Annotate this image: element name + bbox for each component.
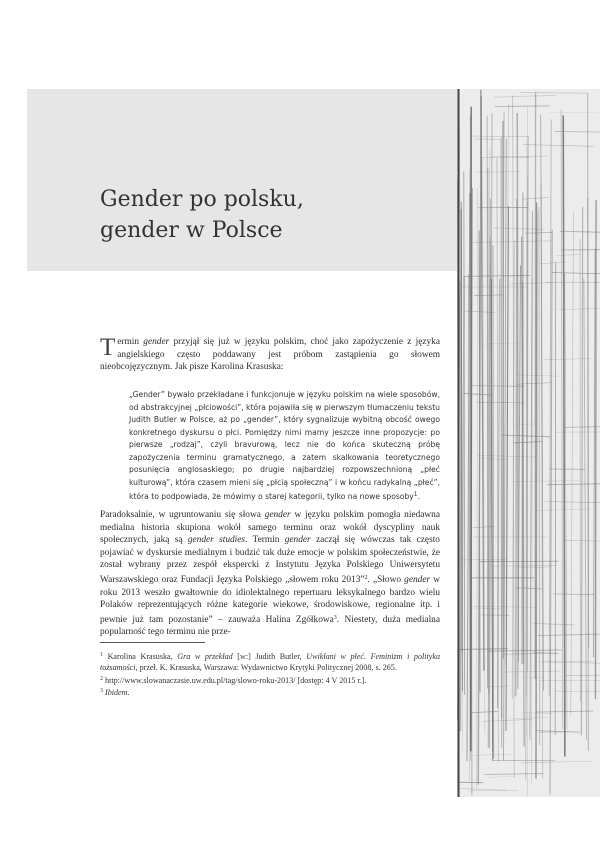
- footnote-ref-1[interactable]: 1: [413, 491, 418, 498]
- hatch-stroke: [588, 93, 589, 751]
- title-line-1: Gender po polsku,: [100, 187, 304, 212]
- pencil-hatching-decoration: [457, 89, 600, 797]
- footnote-ref-2[interactable]: 2: [364, 574, 368, 581]
- footnote-divider: [100, 642, 205, 643]
- title-line-2: gender w Polsce: [100, 218, 283, 243]
- footnote-url[interactable]: http://www.slowanaczasie.uw.edu.pl/tag/slowo-roku-2013/ [dostęp: 4 V 2015 r.].: [103, 675, 367, 685]
- block-quote: „Gender” bywało przekładane i funkcjonuje w języku polskim na wiele sposobów, od abstrakcyjnej „płciowości”, która pojawiła się w pierwszym tłumaczeniu tekstu Judith Butler w Polsce, aż po „gender”, który sygnalizuje wybitną obcość owego konkretnego dyskursu o płci. Pomiędzy nimi mamy jeszcze inne propozycje: po pierwsze „rodzaj”, czyli bravurową, lecz nie do końca skuteczną próbę zapożyczenia terminu gramatycznego, a zatem skalkowania teoretycznego posunięcia anglosaskiego; po drugie najbardziej rozpowszechnioną „płeć kulturową”, która czasem mieni się „płcią społeczną” i w końcu radykalną „płeć”, która to podpowiada, że mówimy o starej kategorii, tylko na nowe sposoby$^1$.: [129, 390, 440, 501]
- chapter-title: [100, 184, 440, 246]
- hatch-stroke: [595, 200, 596, 699]
- footnote-3: $^3$ Ibidem.: [100, 688, 130, 698]
- drop-cap: T: [100, 334, 116, 361]
- footnote-2: $^2$ http://www.slowanaczasie.uw.edu.pl/tag/slowo-roku-2013/ [dostęp: 4 V 2015 r.].: [100, 675, 367, 685]
- footnote-ref-3[interactable]: 3: [333, 614, 337, 621]
- footnotes: [100, 650, 440, 699]
- hatch-scribble: [480, 561, 559, 562]
- footnote-1: $^1$ Karolina Krasuska, Gra w przekład [w:] Judith Butler, Uwikłani w płeć. Feminizm i polityka tożsamości, przeł. K. Krasuska, Warszawa: Wydawnictwo Krytyki Politycznej 2008, s. 265.: [100, 652, 440, 673]
- paragraph-1: Termin gender przyjął się już w języku polskim, choć jako zapożyczenie z języka angielskiego często poddawany jest próbom zastąpienia go słowem nieobcojęzycznym. Jak pisze Karolina Krasuska:: [100, 334, 440, 373]
- paragraph-2: Paradoksalnie, w ugruntowaniu się słowa gender w języku polskim pomogła niedawna medialna historia skupiona wokół samego terminu oraz wokół dyscypliny nauk społecznych, jaką są gender studies. Termin gender zaczął się wówczas tak często pojawiać w dyskursie medialnym i budzić tak duże emocje w polskim społeczeństwie, że został wybrany przez zespół ekspercki z Instytutu Języka Polskiego Uniwersytetu Warszawskiego oraz Fundacji Języka Polskiego „słowem roku 2013”$^2$. „Słowo gender w roku 2013 weszło gwałtownie do idiolektalnego repertuaru leksykalnego bardzo wielu Polaków reprezentujących różne kategorie wiekowe, środowiskowe, regionalne itp. i pewnie już tam pozostanie” – zauważa Halina Zgółkowa$^3$. Niestety, duża medialna popularność tego terminu nie prze-: [100, 510, 440, 638]
- hatch-scribble: [495, 106, 550, 107]
- hatch-scribble: [458, 782, 484, 783]
